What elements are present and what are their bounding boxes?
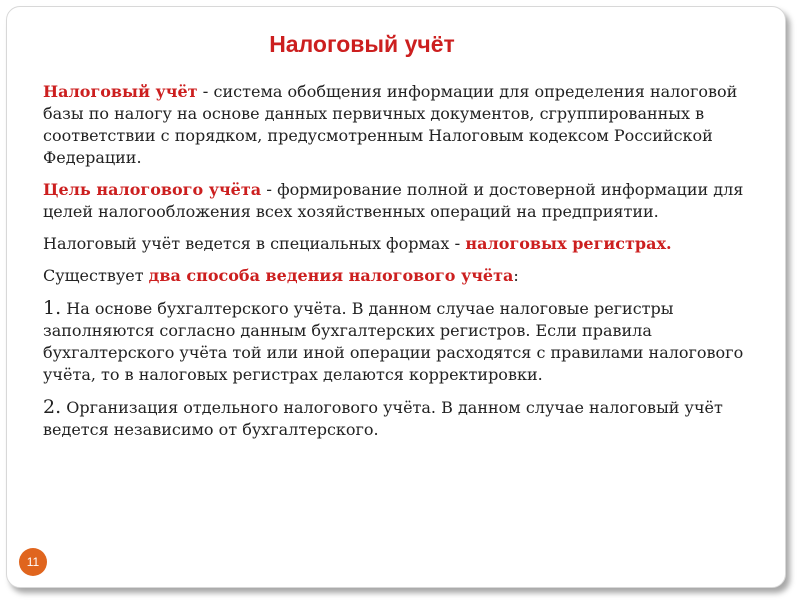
term-methods: два способа ведения налогового учёта — [148, 266, 514, 285]
method-1-text: На основе бухгалтерского учёта. В данном случае налоговые регистры заполняются согласно данным бухгалтерских регистров. Если правила бухгалтерского учёта той или иной операции расходятся с правилами налогового учёта, то в налоговых регистрах делаются корректировки. — [43, 299, 744, 384]
dash: - — [202, 82, 209, 101]
slide-frame — [6, 6, 786, 588]
term-registers: налоговых регистрах. — [465, 234, 672, 253]
slide-content — [43, 81, 778, 451]
goal-text: формирование полной и достоверной информации для целей налогообложения всех хозяйственных операций на предприятии. — [43, 180, 744, 221]
page-number-badge: 11 — [19, 548, 47, 576]
method-2-text: Организация отдельного налогового учёта. В данном случае налоговый учёт ведется независимо от бухгалтерского. — [43, 398, 723, 439]
dash: - — [266, 180, 272, 199]
methods-text: Существует — [43, 266, 144, 285]
term-goal: Цель налогового учёта — [43, 180, 262, 199]
paragraph-method-1 — [43, 297, 778, 386]
method-1-number: 1. — [43, 297, 62, 319]
paragraph-goal — [43, 179, 778, 223]
paragraph-definition — [43, 81, 778, 169]
dash: - — [454, 234, 461, 253]
term-tax-accounting: Налоговый учёт — [43, 82, 198, 101]
paragraph-registers — [43, 233, 778, 255]
slide-title: Налоговый учёт — [269, 31, 455, 57]
paragraph-methods — [43, 265, 778, 287]
methods-suffix: : — [513, 266, 519, 285]
method-2-number: 2. — [43, 396, 62, 418]
paragraph-method-2 — [43, 396, 778, 441]
registers-text: Налоговый учёт ведется в специальных формах — [43, 234, 450, 253]
definition-text: система обобщения информации для определения налоговой базы по налогу на основе данных первичных документов, сгруппированных в соответствии с порядком, предусмотренным Налоговым кодексом Российской Федерации. — [43, 82, 738, 167]
